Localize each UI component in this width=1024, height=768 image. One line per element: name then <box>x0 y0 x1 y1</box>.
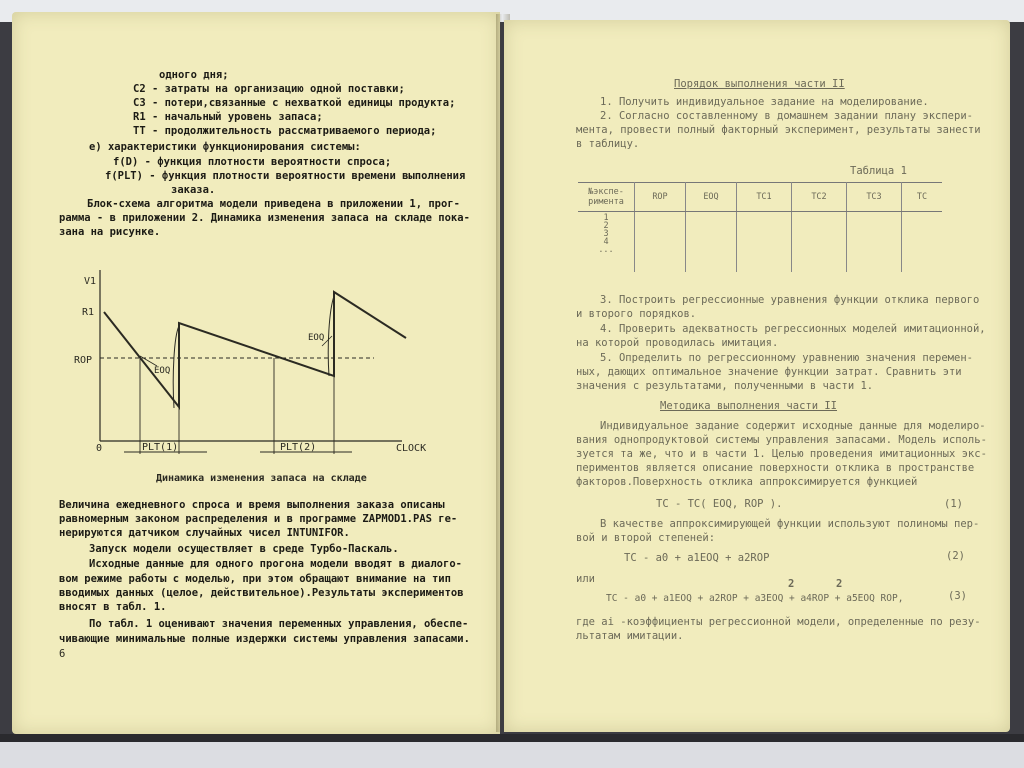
origin-label: 0 <box>96 443 103 454</box>
text-line: 1. Получить индивидуальное задание на моделирование. <box>600 96 929 108</box>
text-line: на которой проводилась имитация. <box>576 337 779 349</box>
table-header: ROP <box>635 183 686 212</box>
text-line: вом режиме работы с моделью, при этом обращают внимание на тип <box>59 573 451 585</box>
text-line: 3. Построить регрессионные уравнения функции отклика первого <box>600 294 980 306</box>
text-line: Исходные данные для одного прогона модели вводят в диалого- <box>89 558 462 570</box>
x-axis-label: CLOCK <box>396 443 427 454</box>
text-line: Индивидуальное задание содержит исходные данные для моделиро- <box>600 420 986 432</box>
table-cell <box>792 212 847 273</box>
formula-2: TC - a0 + a1EOQ + a2ROP <box>624 552 770 564</box>
table-row <box>578 212 942 273</box>
text-line: факторов.Поверхность отклика аппроксимируется функцией <box>576 476 918 488</box>
text-line: f(D) - функция плотности вероятности спроса; <box>113 156 392 168</box>
text-line: рамма - в приложении 2. Динамика изменения запаса на складе пока- <box>59 212 470 224</box>
text-line: В качестве аппроксимирующей функции используют полиномы пер- <box>600 518 980 530</box>
text-line: вносят в табл. 1. <box>59 601 167 613</box>
text-line: вания однопродуктовой системы управления запасами. Модель исполь- <box>576 434 987 446</box>
table-header: TC1 <box>737 183 792 212</box>
text-line: е) характеристики функционирования системы: <box>89 141 361 153</box>
stock-line <box>104 292 406 407</box>
r1-label: R1 <box>82 307 95 318</box>
formula-3-number: (3) <box>948 590 967 602</box>
or-word: или <box>576 573 595 585</box>
formula-1-number: (1) <box>944 498 963 510</box>
text-line: и второго порядков. <box>576 308 697 320</box>
text-line: мента, провести полный факторный эксперимент, результаты занести <box>576 124 981 136</box>
table-cell <box>737 212 792 273</box>
text-line: С2 - затраты на организацию одной поставки; <box>133 83 405 95</box>
superscript-mark: 2 <box>836 578 843 590</box>
table-cell <box>635 212 686 273</box>
section-heading: Порядок выполнения части II <box>674 78 845 90</box>
y-axis-label: V1 <box>84 276 97 287</box>
text-line: Блок-схема алгоритма модели приведена в приложении 1, прог- <box>87 198 460 210</box>
formula-1: TC - TC( EOQ, ROP ). <box>656 498 783 510</box>
chart-caption: Динамика изменения запаса на складе <box>156 473 367 484</box>
table-header: TC2 <box>792 183 847 212</box>
text-line: 2. Согласно составленному в домашнем задании плану экспери- <box>600 110 973 122</box>
text-line: ных, дающих оптимальное значение функции затрат. Сравнить эти <box>576 366 962 378</box>
text-line: равномерным законом распределения и в программе ZAPMOD1.PAS ге- <box>59 513 458 525</box>
text-line: 4. Проверить адекватность регрессионных моделей имитационной, <box>600 323 986 335</box>
text-line: периментов является описание поверхности отклика в пространстве <box>576 462 975 474</box>
table-cell <box>847 212 902 273</box>
table-header: №экспе- римента <box>578 183 635 212</box>
rop-label: ROP <box>74 355 93 366</box>
backdrop-bottom <box>0 742 1024 768</box>
eoq-label-2: EOQ <box>308 333 325 343</box>
eoq-label-1: EOQ <box>154 366 171 376</box>
text-line: вводимых данных (целое, действительное).Результаты экспериментов <box>59 587 464 599</box>
plt1-label: PLT(1) <box>142 442 179 453</box>
left-page <box>12 12 500 734</box>
table-cell <box>686 212 737 273</box>
text-line: где ai -коэффициенты регрессионной модели, определенные по резу- <box>576 616 981 628</box>
formula-3: TC - a0 + a1EOQ + a2ROP + a3EOQ + a4ROP + a5EOQ ROP, <box>606 593 904 604</box>
table-header-row <box>578 183 942 212</box>
text-line: в таблицу. <box>576 138 640 150</box>
table-header: EOQ <box>686 183 737 212</box>
page-number: 6 <box>59 648 66 660</box>
text-line: вой и второй степеней: <box>576 532 716 544</box>
text-line: Величина ежедневного спроса и время выполнения заказа описаны <box>59 499 445 511</box>
plt2-label: PLT(2) <box>280 442 317 453</box>
text-line: заказа. <box>171 184 216 196</box>
text-line: льтатам имитации. <box>576 630 684 642</box>
text-line: R1 - начальный уровень запаса; <box>133 111 323 123</box>
table-header: TC <box>902 183 943 212</box>
text-line: значения с результатами, полученными в части 1. <box>576 380 874 392</box>
text-line: f(PLT) - функция плотности вероятности времени выполнения <box>105 170 466 182</box>
text-line: С3 - потери,связанные с нехваткой единицы продукта; <box>133 97 456 109</box>
text-line: 5. Определить по регрессионному уравнению значения перемен- <box>600 352 973 364</box>
text-line: TT - продолжительность рассматриваемого периода; <box>133 125 437 137</box>
text-line: По табл. 1 оценивают значения переменных управления, обеспе- <box>89 618 469 630</box>
table-header: TC3 <box>847 183 902 212</box>
superscript-mark: 2 <box>788 578 795 590</box>
text-line: нерируются датчиком случайных чисел INTUNIFOR. <box>59 527 350 539</box>
text-line: чивающие минимальные полные издержки системы управления запасами. <box>59 633 470 645</box>
text-line: зуется та же, что и в части 1. Целью проведения имитационных экс- <box>576 448 987 460</box>
inventory-chart <box>12 256 500 486</box>
results-table <box>578 182 942 272</box>
formula-2-number: (2) <box>946 550 965 562</box>
section-heading: Методика выполнения части II <box>660 400 838 412</box>
table-cell <box>902 212 943 273</box>
text-line: зана на рисунке. <box>59 226 161 238</box>
table-title: Таблица 1 <box>850 165 907 177</box>
text-line: одного дня; <box>159 69 229 81</box>
right-page <box>504 20 1010 732</box>
text-line: Запуск модели осуществляет в среде Турбо-Паскаль. <box>89 543 399 555</box>
table-row-numbers: 1 2 3 4 ... <box>578 212 635 273</box>
